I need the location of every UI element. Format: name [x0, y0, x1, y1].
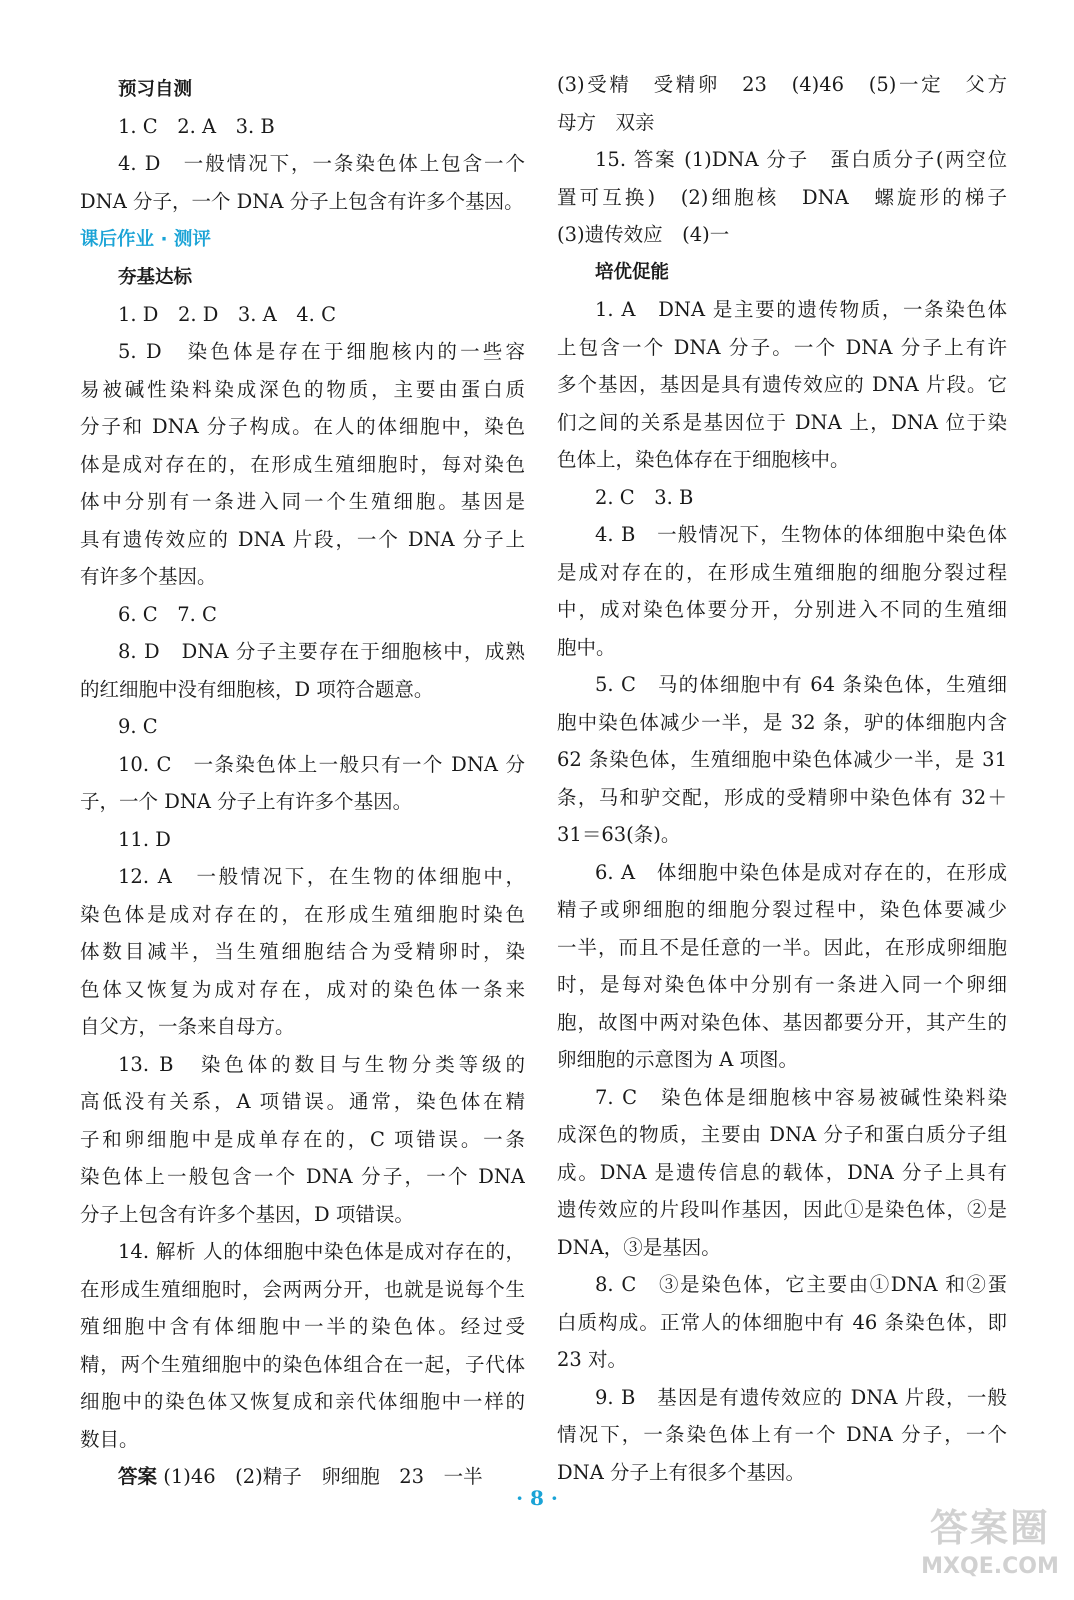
answer-line: 置可互换) (2)细胞核 DNA 螺旋形的梯子: [557, 186, 1007, 209]
answer-line: 62 条染色体，生殖细胞中染色体减少一半，是 31: [557, 748, 1007, 771]
page-number: · 8 ·: [516, 1486, 558, 1510]
answer-line: 分子上包含有许多个基因，D 项错误。: [80, 1203, 414, 1226]
answer-line: 易被碱性染料染成深色的物质，主要由蛋白质: [80, 378, 525, 401]
answer-line: 上包含一个 DNA 分子。一个 DNA 分子上有许: [557, 336, 1007, 359]
answer-line: 9. C: [118, 715, 158, 738]
answer-line: 子和卵细胞中是成单存在的，C 项错误。一条: [80, 1128, 525, 1151]
answer-line: 们之间的关系是基因位于 DNA 上，DNA 位于染: [557, 411, 1007, 434]
answer-line: 胞，故图中两对染色体、基因都要分开，其产生的: [557, 1011, 1007, 1034]
answer-line: 分子和 DNA 分子构成。在人的体细胞中，染色: [80, 415, 525, 438]
answer-line: 数目。: [80, 1428, 139, 1451]
answer-line: 13. B 染色体的数目与生物分类等级的: [118, 1053, 525, 1076]
answer-line: 10. C 一条染色体上一般只有一个 DNA 分: [118, 753, 525, 776]
answer-line: 成深色的物质，主要由 DNA 分子和蛋白质分子组: [557, 1123, 1007, 1146]
answer-line: 1. D 2. D 3. A 4. C: [118, 303, 336, 326]
answer-line: 2. C 3. B: [595, 486, 694, 509]
answer-line: (3)受精 受精卵 23 (4)46 (5)一定 父方: [557, 73, 1007, 96]
answer-line: (3)遗传效应 (4)一: [557, 223, 730, 246]
answer-label: 答案: [118, 1465, 158, 1488]
answer-line: 成。DNA 是遗传信息的载体，DNA 分子上具有: [557, 1161, 1007, 1184]
answer-line: 染色体上一般包含一个 DNA 分子，一个 DNA: [80, 1165, 525, 1188]
answer-line: 中，成对染色体要分开，分别进入不同的生殖细: [557, 598, 1007, 621]
answer-line: DNA 分子，一个 DNA 分子上包含有许多个基因。: [80, 190, 524, 213]
answer-line: 条，马和驴交配，形成的受精卵中染色体有 32＋: [557, 786, 1007, 809]
answer-line: DNA，③是基因。: [557, 1236, 721, 1259]
section-title-homework: 课后作业 · 测评: [80, 229, 211, 250]
answer-line: 15. 答案 (1)DNA 分子 蛋白质分子(两空位: [595, 148, 1007, 171]
answer-line: 的红细胞中没有细胞核，D 项符合题意。: [80, 678, 434, 701]
answer-line: 14. 解析 人的体细胞中染色体是成对存在的，: [118, 1240, 525, 1263]
answer-line: 殖细胞中含有体细胞中一半的染色体。经过受: [80, 1315, 525, 1338]
answer-line: 卵细胞的示意图为 A 项图。: [557, 1048, 798, 1071]
answer-line: 体中分别有一条进入同一个生殖细胞。基因是: [80, 490, 525, 513]
answer-line: 色体上，染色体存在于细胞核中。: [557, 448, 850, 471]
watermark-logo: [920, 1504, 1060, 1592]
answer-line: 4. B 一般情况下，生物体的体细胞中染色体: [595, 523, 1007, 546]
answer-line: 12. A 一般情况下，在生物的体细胞中，: [118, 865, 525, 888]
answer-line: 6. C 7. C: [118, 603, 217, 626]
answer-line: 7. C 染色体是细胞核中容易被碱性染料染: [595, 1086, 1007, 1109]
answer-line: 31＝63(条)。: [557, 823, 681, 846]
answer-line: 高低没有关系，A 项错误。通常，染色体在精: [80, 1090, 525, 1113]
answer-line: 有许多个基因。: [80, 565, 217, 588]
answer-line: 6. A 体细胞中染色体是成对存在的，在形成: [595, 861, 1007, 884]
answer-line: 8. C ③是染色体，它主要由①DNA 和②蛋: [595, 1273, 1007, 1296]
answer-line: 具有遗传效应的 DNA 片段，一个 DNA 分子上: [80, 528, 525, 551]
answer-line: 色体又恢复为成对存在，成对的染色体一条来: [80, 978, 525, 1001]
answer-line: 8. D DNA 分子主要存在于细胞核中，成熟: [118, 640, 525, 663]
answer-text: (1)46 (2)精子 卵细胞 23 一半: [157, 1465, 483, 1488]
answer-line: 胞中染色体减少一半，是 32 条，驴的体细胞内含: [557, 711, 1007, 734]
answer-line: 5. C 马的体细胞中有 64 条染色体，生殖细: [595, 673, 1007, 696]
answer-line: DNA 分子上有很多个基因。: [557, 1461, 805, 1484]
answer-line: 9. B 基因是有遗传效应的 DNA 片段，一般: [595, 1386, 1007, 1409]
answer-line: 1. A DNA 是主要的遗传物质，一条染色体: [595, 298, 1007, 321]
answer-line: 5. D 染色体是存在于细胞核内的一些容: [118, 340, 525, 363]
answer-line: 是成对存在的，在形成生殖细胞的细胞分裂过程: [557, 561, 1007, 584]
answer-line: 时，是每对染色体中分别有一条进入同一个卵细: [557, 973, 1007, 996]
answer-line: 遗传效应的片段叫作基因，因此①是染色体，②是: [557, 1198, 1007, 1221]
answer-line: 11. D: [118, 828, 171, 851]
heading-advance: 培优促能: [595, 262, 670, 283]
answer-line: 精子或卵细胞的细胞分裂过程中，染色体要减少: [557, 898, 1007, 921]
answer-line: 体是成对存在的，在形成生殖细胞时，每对染色: [80, 453, 525, 476]
answer-line: 4. D 一般情况下，一条染色体上包含一个: [118, 152, 525, 175]
answer-line: 染色体是成对存在的，在形成生殖细胞时染色: [80, 903, 525, 926]
watermark-text: 答案圈: [929, 1506, 1050, 1550]
answer-line: 情况下，一条染色体上有一个 DNA 分子，一个: [557, 1423, 1007, 1446]
answer-line: 1. C 2. A 3. B: [118, 115, 275, 138]
answer-line: 细胞中的染色体又恢复成和亲代体细胞中一样的: [80, 1390, 525, 1413]
heading-basic: 夯基达标: [118, 267, 193, 288]
watermark-url: MXQE.COM: [921, 1554, 1059, 1579]
answer-line: 自父方，一条来自母方。: [80, 1015, 295, 1038]
answer-line: 一半，而且不是任意的一半。因此，在形成卵细胞: [557, 936, 1007, 959]
answer-line: 体数目减半，当生殖细胞结合为受精卵时，染: [80, 940, 525, 963]
answer-line: 多个基因，基因是具有遗传效应的 DNA 片段。它: [557, 373, 1007, 396]
answer-line: 母方 双亲: [557, 111, 655, 134]
answer-line: 子，一个 DNA 分子上有许多个基因。: [80, 790, 413, 813]
answer-line: 精，两个生殖细胞中的染色体组合在一起，子代体: [80, 1353, 525, 1376]
answer-line: 白质构成。正常人的体细胞中有 46 条染色体，即: [557, 1311, 1007, 1334]
heading-preview-test: 预习自测: [118, 79, 193, 100]
answer-line: 在形成生殖细胞时，会两两分开，也就是说每个生: [80, 1278, 525, 1301]
answer-line: 胞中。: [557, 636, 616, 659]
answer-line: 23 对。: [557, 1348, 628, 1371]
